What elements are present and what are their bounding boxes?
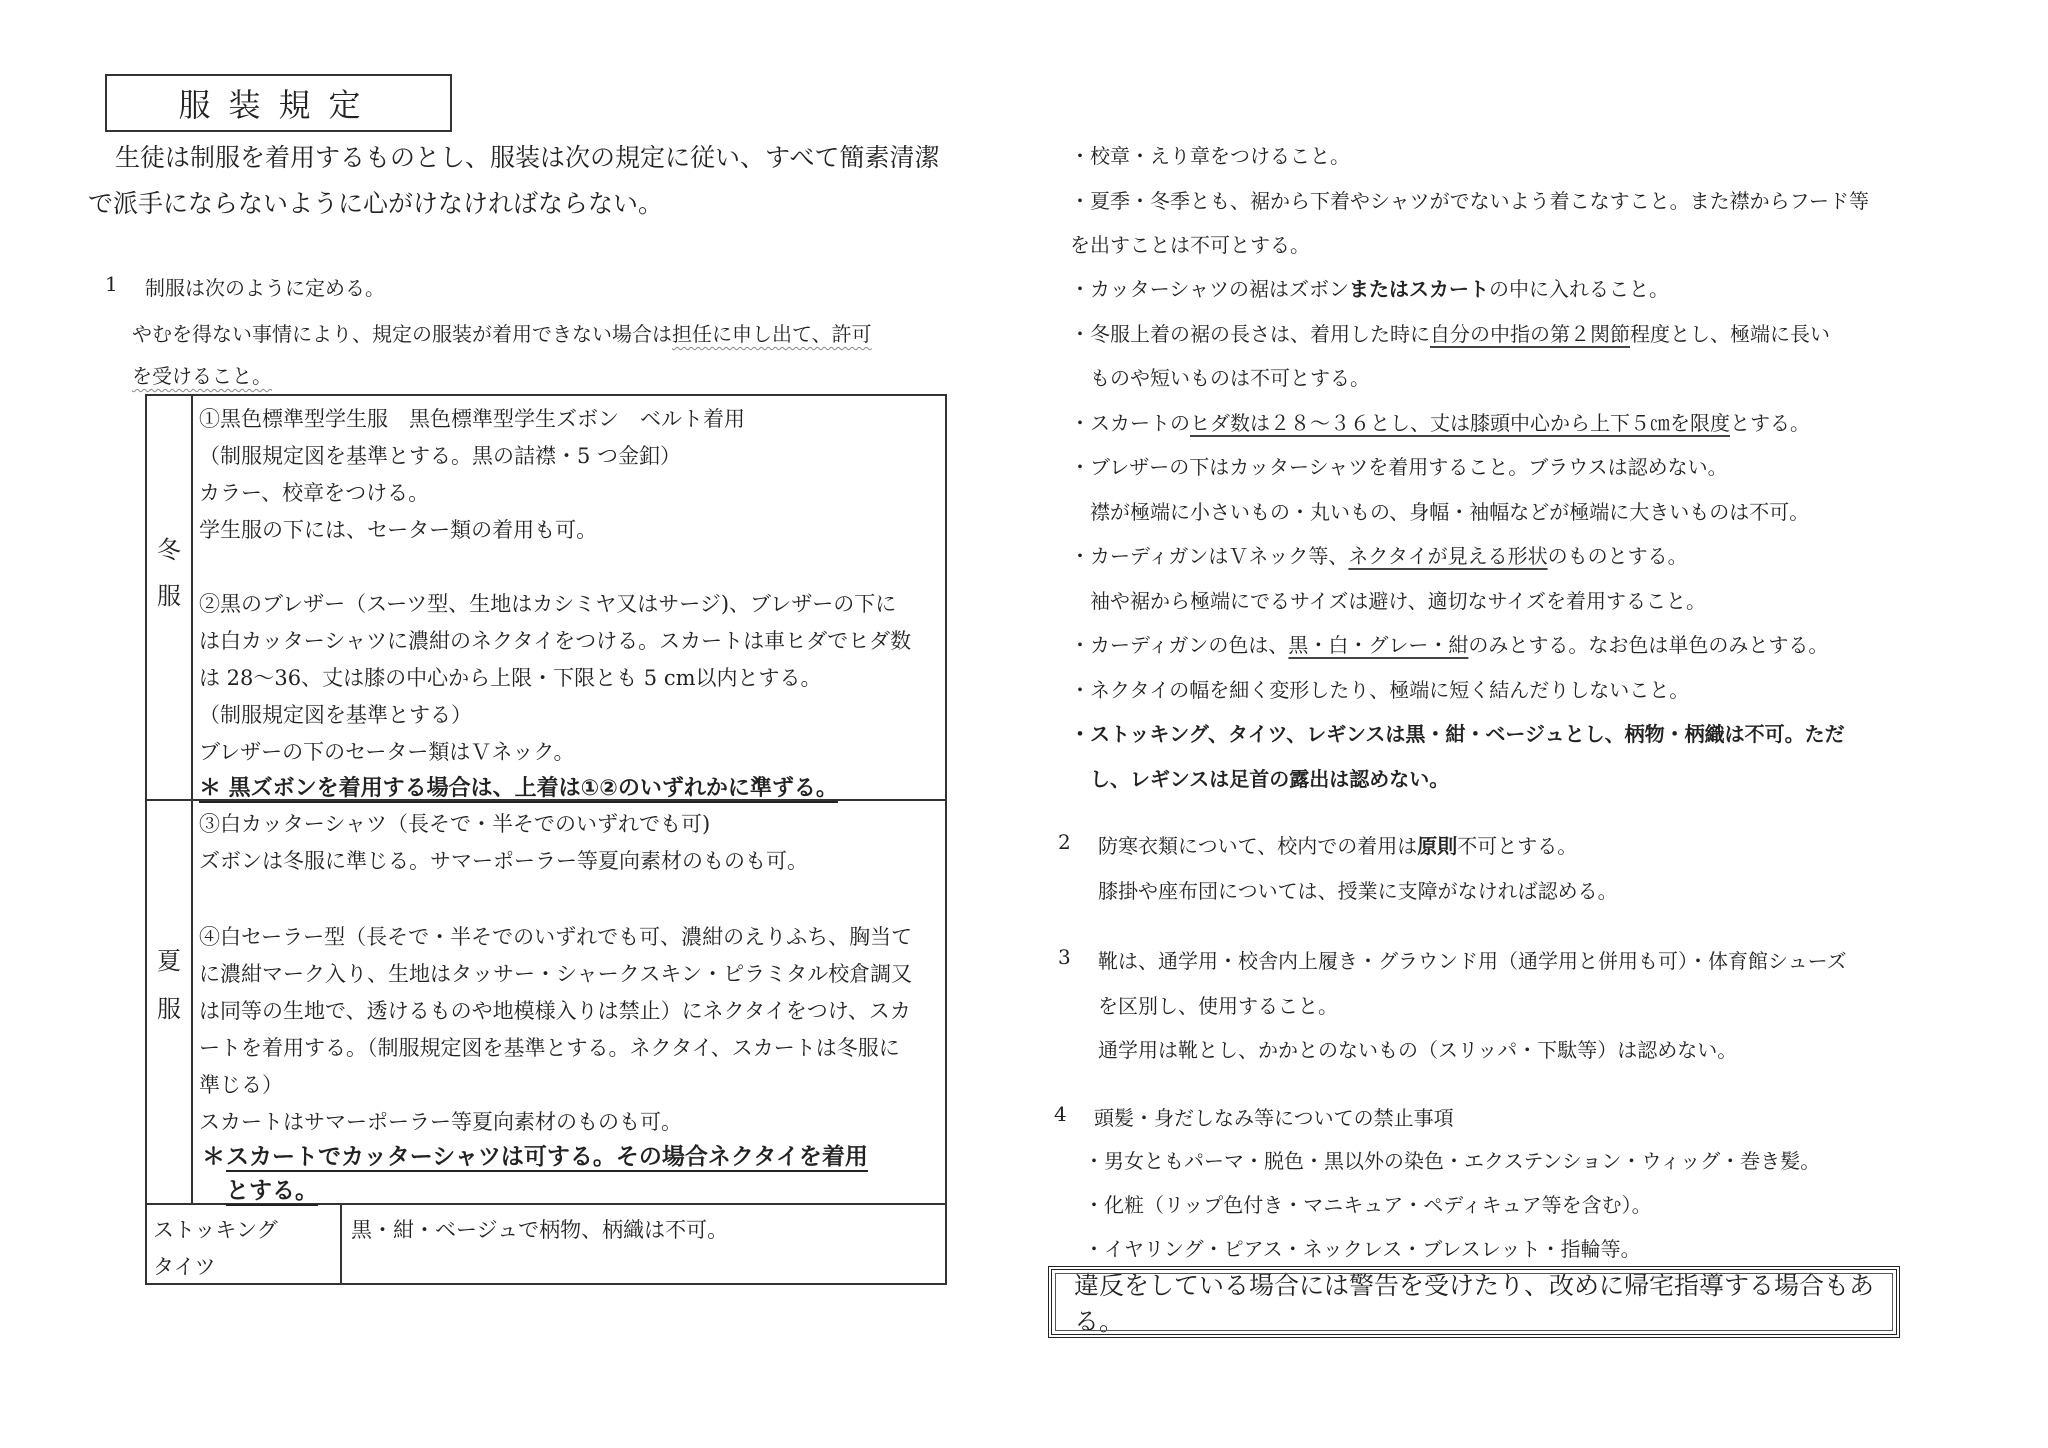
warning-notice-box [1048, 1266, 1900, 1338]
section1-note-line-2 [132, 360, 272, 389]
rule-item [1070, 273, 1669, 302]
rule-text: の中に入れること。 [1489, 277, 1669, 301]
summer-note-line-1: スカートでカッターシャツは可する。その場合ネクタイを着用 [226, 1144, 868, 1170]
summer-line: ートを着用する。（制服規定図を基準とする。ネクタイ、スカートは冬服に [199, 1036, 900, 1060]
rule-text: ・冬服上着の裾の長さは、着用した時に [1070, 322, 1430, 346]
section4-heading: 頭髪・身だしなみ等についての禁止事項 [1094, 1106, 1454, 1130]
rule-bold-text: またはスカート [1349, 277, 1489, 301]
rule-item [1070, 540, 1688, 569]
winter-line: 学生服の下には、セーター類の着用も可。 [199, 518, 598, 542]
table-divider-stocking-col [340, 1203, 342, 1285]
rule-item [1070, 318, 1830, 347]
rule-item: 袖や裾から極端にでるサイズは避け、適切なサイズを着用すること。 [1070, 589, 1706, 613]
warning-notice-text: 違反をしている場合には警告を受けたり、改めに帰宅指導する場合もある。 [1074, 1271, 1875, 1336]
rule-text: ・カッターシャツの裾はズボン [1070, 277, 1349, 301]
winter-label-1: 冬 [157, 536, 181, 564]
section2-line-2: 膝掛や座布団については、授業に支障がなければ認める。 [1098, 879, 1618, 903]
section3-line-1: 靴は、通学用・校舎内上履き・グラウンド用（通学用と併用も可）・体育館シューズ [1098, 949, 1847, 973]
stocking-label-1: ストッキング [153, 1218, 278, 1242]
stocking-label-2: タイツ [153, 1255, 216, 1279]
rule-text: とする。 [1730, 411, 1810, 435]
rule-text: ・スカートの [1070, 411, 1190, 435]
winter-line: （制服規定図を基準とする） [199, 703, 472, 727]
summer-line: は同等の生地で、透けるものや地模様入りは禁止）にネクタイをつけ、スカ [199, 999, 911, 1023]
rule-item: ・夏季・冬季とも、裾から下着やシャツがでないよう着こなすこと。また襟からフード等 [1070, 189, 1869, 213]
winter-note: ＊ 黒ズボンを着用する場合は、上着は①②のいずれかに準ずる。 [199, 776, 838, 801]
stocking-text: 黒・紺・ベージュで柄物、柄織は不可。 [351, 1218, 729, 1242]
section2-number: 2 [1058, 830, 1071, 854]
section1-note-line-1 [132, 318, 872, 347]
rule-item: ・ネクタイの幅を細く変形したり、極端に短く結んだりしないこと。 [1070, 678, 1690, 702]
rule-text: のみとする。なお色は単色のみとする。 [1468, 633, 1829, 657]
winter-label-2: 服 [157, 582, 181, 610]
summer-note-line-2: とする。 [226, 1178, 318, 1204]
summer-line: に濃紺マーク入り、生地はタッサー・シャークスキン・ピラミタル校倉調又 [199, 962, 913, 986]
rule-item: 襟が極端に小さいもの・丸いもの、身幅・袖幅などが極端に大きいものは不可。 [1070, 500, 1810, 524]
intro-line-1: 生徒は制服を着用するものとし、服装は次の規定に従い、すべて簡素清潔 [115, 143, 940, 172]
section1-number: 1 [105, 272, 118, 296]
summer-line: ③白カッターシャツ（長そで・半そでのいずれでも可) [199, 812, 711, 836]
rule-item [1070, 629, 1828, 658]
section4-item: ・化粧（リップ色付き・マニキュア・ペディキュア等を含む）。 [1084, 1193, 1652, 1217]
section1-heading: 制服は次のように定める。 [145, 276, 385, 300]
page-title [105, 74, 452, 132]
page-title-text: 服装規定 [178, 86, 379, 124]
section1-note-plain: やむを得ない事情により、規定の服装が着用できない場合は [132, 322, 672, 346]
summer-note-star: ＊ [202, 1144, 225, 1170]
rule-item-bold: ・ストッキング、タイツ、レギンスは黒・紺・ベージュとし、柄物・柄織は不可。ただ [1070, 722, 1845, 746]
section1-note-wavy: 担任に申し出て、許可 [672, 322, 872, 346]
winter-line: は白カッターシャツに濃紺のネクタイをつける。スカートは車ヒダでヒダ数 [199, 629, 912, 653]
section4-item: ・男女ともパーマ・脱色・黒以外の染色・エクステンション・ウィッグ・巻き髪。 [1084, 1149, 1821, 1173]
summer-line: ④白セーラー型（長そで・半そでのいずれでも可、濃紺のえりふち、胸当て [199, 925, 913, 949]
rule-text: のものとする。 [1547, 544, 1688, 568]
section3-number: 3 [1058, 945, 1071, 969]
rule-underlined-text: ネクタイが見える形状 [1348, 544, 1548, 568]
rule-underlined-text: 黒・白・グレー・紺 [1288, 633, 1469, 657]
section3-line-2: を区別し、使用すること。 [1098, 994, 1338, 1018]
rule-item: ・校章・えり章をつけること。 [1070, 144, 1350, 168]
winter-line: （制服規定図を基準とする。黒の詰襟・5 つ金釦） [199, 444, 682, 468]
section2-line-1 [1098, 830, 1577, 859]
summer-label-1: 夏 [157, 947, 181, 975]
rule-underlined-text: 自分の中指の第２関節 [1430, 322, 1630, 346]
section2-text: 不可とする。 [1457, 834, 1578, 858]
rule-item: ものや短いものは不可とする。 [1070, 366, 1370, 390]
rule-item-bold: し、レギンスは足首の露出は認めない。 [1070, 767, 1450, 791]
winter-line: ブレザーの下のセーター類はＶネック。 [199, 740, 575, 764]
section4-number: 4 [1054, 1102, 1067, 1126]
rule-item: ・ブレザーの下はカッターシャツを着用すること。ブラウスは認めない。 [1070, 455, 1728, 479]
section2-text: 防寒衣類について、校内での着用は [1098, 834, 1418, 858]
section2-bold-text: 原則 [1417, 834, 1458, 858]
rule-item: を出すことは不可とする。 [1070, 233, 1310, 257]
section4-item: ・イヤリング・ピアス・ネックレス・ブレスレット・指輪等。 [1084, 1237, 1641, 1261]
summer-line: スカートはサマーポーラー等夏向素材のものも可。 [199, 1110, 682, 1134]
summer-line: 準じる） [199, 1073, 283, 1097]
winter-line: ②黒のブレザー（スーツ型、生地はカシミヤ又はサージ)、ブレザーの下に [199, 592, 897, 616]
summer-label-2: 服 [157, 995, 181, 1023]
winter-line: ①黒色標準型学生服 黒色標準型学生ズボン ベルト着用 [199, 407, 745, 431]
rule-text: ・カーディガンはＶネック等、 [1070, 544, 1349, 568]
rule-text: 程度とし、極端に長い [1630, 322, 1830, 346]
summer-line: ズボンは冬服に準じる。サマーポーラー等夏向素材のものも可。 [199, 849, 808, 873]
intro-line-2: で派手にならないように心がけなければならない。 [88, 189, 664, 218]
winter-line: は 28〜36、丈は膝の中心から上限・下限とも 5 cm以内とする。 [199, 666, 822, 690]
rule-underlined-text: ヒダ数は２８～３６とし、丈は膝頭中心から上下５㎝を限度 [1190, 411, 1730, 435]
rule-item [1070, 407, 1810, 436]
section1-note-wavy-2: を受けること。 [132, 364, 272, 388]
winter-line: カラー、校章をつける。 [199, 481, 430, 505]
section3-line-3: 通学用は靴とし、かかとのないもの（スリッパ・下駄等）は認めない。 [1098, 1038, 1738, 1062]
rule-text: ・カーディガンの色は、 [1070, 633, 1289, 657]
